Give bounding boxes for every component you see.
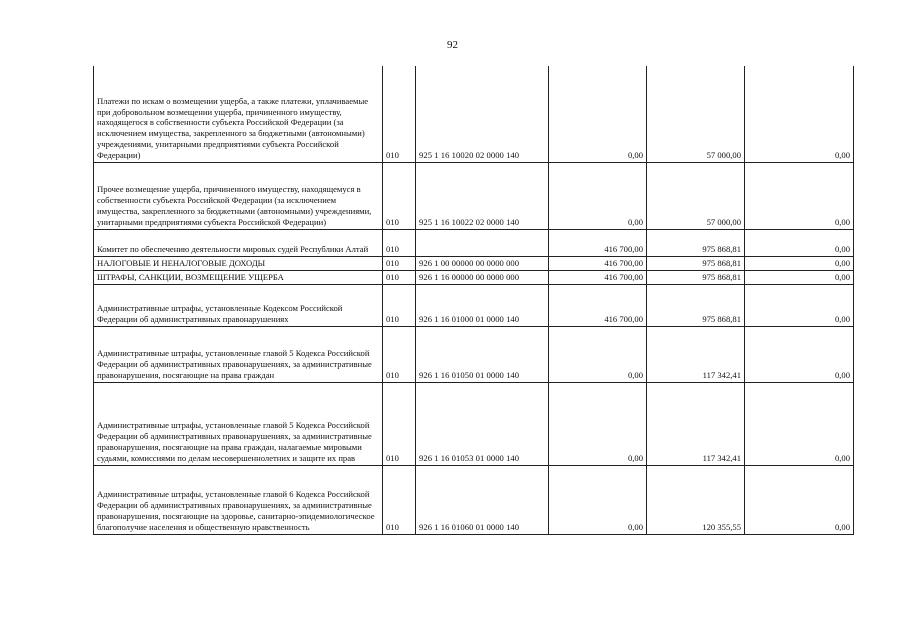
row-value-1: 416 700,00 xyxy=(549,229,647,256)
table-row xyxy=(94,229,854,256)
table-row xyxy=(94,326,854,382)
row-value-3: 0,00 xyxy=(745,326,854,382)
table-row xyxy=(94,270,854,284)
row-value-2: 120 355,55 xyxy=(647,465,745,534)
row-value-3: 0,00 xyxy=(745,66,854,162)
row-value-2: 975 868,81 xyxy=(647,270,745,284)
row-value-1: 416 700,00 xyxy=(549,270,647,284)
row-value-3: 0,00 xyxy=(745,256,854,270)
table-row xyxy=(94,382,854,465)
row-value-3: 0,00 xyxy=(745,270,854,284)
table-row xyxy=(94,465,854,534)
row-budget-code: 926 1 16 00000 00 0000 000 xyxy=(416,270,549,284)
row-value-3: 0,00 xyxy=(745,465,854,534)
row-budget-code: 926 1 00 00000 00 0000 000 xyxy=(416,256,549,270)
row-value-1: 416 700,00 xyxy=(549,256,647,270)
row-value-2: 117 342,41 xyxy=(647,382,745,465)
row-value-1: 0,00 xyxy=(549,66,647,162)
row-budget-code: 926 1 16 01000 01 0000 140 xyxy=(416,284,549,326)
row-value-1: 0,00 xyxy=(549,382,647,465)
row-admin-code: 010 xyxy=(383,270,416,284)
page-number: 92 xyxy=(447,39,458,51)
row-admin-code: 010 xyxy=(383,66,416,162)
row-admin-code: 010 xyxy=(383,256,416,270)
row-value-2: 57 000,00 xyxy=(647,162,745,229)
row-admin-code: 010 xyxy=(383,326,416,382)
row-admin-code: 010 xyxy=(383,284,416,326)
row-budget-code: 925 1 16 10022 02 0000 140 xyxy=(416,162,549,229)
row-name: Платежи по искам о возмещении ущерба, а также платежи, уплачиваемые при добровольном возмещении ущерба, причиненного имуществу, находящегося в собственности субъекта Российской Федерации (за исключением имущества, закрепленного за бюджетными (автономными) учреждениями, унитарными предприятиями субъекта Российской Федерации) xyxy=(94,66,383,162)
table-row xyxy=(94,256,854,270)
row-budget-code xyxy=(416,229,549,256)
row-name: Административные штрафы, установленные главой 6 Кодекса Российской Федерации об административных правонарушениях, за административные правонарушения, посягающие на здоровье, санитарно-эпидемиологическое благополучие населения и общественную нравственность xyxy=(94,465,383,534)
row-value-3: 0,00 xyxy=(745,162,854,229)
row-name: Комитет по обеспечению деятельности мировых судей Республики Алтай xyxy=(94,229,383,256)
row-name: ШТРАФЫ, САНКЦИИ, ВОЗМЕЩЕНИЕ УЩЕРБА xyxy=(94,270,383,284)
row-value-2: 57 000,00 xyxy=(647,66,745,162)
row-name: НАЛОГОВЫЕ И НЕНАЛОГОВЫЕ ДОХОДЫ xyxy=(94,256,383,270)
row-name: Административные штрафы, установленные Кодексом Российской Федерации об административных правонарушениях xyxy=(94,284,383,326)
row-value-1: 0,00 xyxy=(549,162,647,229)
row-value-2: 117 342,41 xyxy=(647,326,745,382)
row-value-1: 0,00 xyxy=(549,326,647,382)
row-value-3: 0,00 xyxy=(745,229,854,256)
row-value-3: 0,00 xyxy=(745,284,854,326)
row-name: Прочее возмещение ущерба, причиненного имуществу, находящемуся в собственности субъекта Российской Федерации (за исключением имущества, закрепленного за бюджетными (автономными) учреждениями, унитарными предприятиями субъекта Российской Федерации) xyxy=(94,162,383,229)
row-admin-code: 010 xyxy=(383,465,416,534)
row-value-2: 975 868,81 xyxy=(647,229,745,256)
row-name: Административные штрафы, установленные главой 5 Кодекса Российской Федерации об административных правонарушениях, за административные правонарушения, посягающие на права граждан, налагаемые мировыми судьями, комиссиями по делам несовершеннолетних и защите их прав xyxy=(94,382,383,465)
row-admin-code: 010 xyxy=(383,162,416,229)
row-admin-code: 010 xyxy=(383,229,416,256)
row-name: Административные штрафы, установленные главой 5 Кодекса Российской Федерации об административных правонарушениях, за административные правонарушения, посягающие на права граждан xyxy=(94,326,383,382)
budget-table xyxy=(93,66,854,535)
row-value-1: 0,00 xyxy=(549,465,647,534)
row-budget-code: 926 1 16 01060 01 0000 140 xyxy=(416,465,549,534)
table-row xyxy=(94,162,854,229)
row-value-1: 416 700,00 xyxy=(549,284,647,326)
row-budget-code: 926 1 16 01053 01 0000 140 xyxy=(416,382,549,465)
row-budget-code: 925 1 16 10020 02 0000 140 xyxy=(416,66,549,162)
row-value-3: 0,00 xyxy=(745,382,854,465)
table-row xyxy=(94,284,854,326)
row-budget-code: 926 1 16 01050 01 0000 140 xyxy=(416,326,549,382)
table-row xyxy=(94,66,854,162)
row-admin-code: 010 xyxy=(383,382,416,465)
row-value-2: 975 868,81 xyxy=(647,284,745,326)
row-value-2: 975 868,81 xyxy=(647,256,745,270)
